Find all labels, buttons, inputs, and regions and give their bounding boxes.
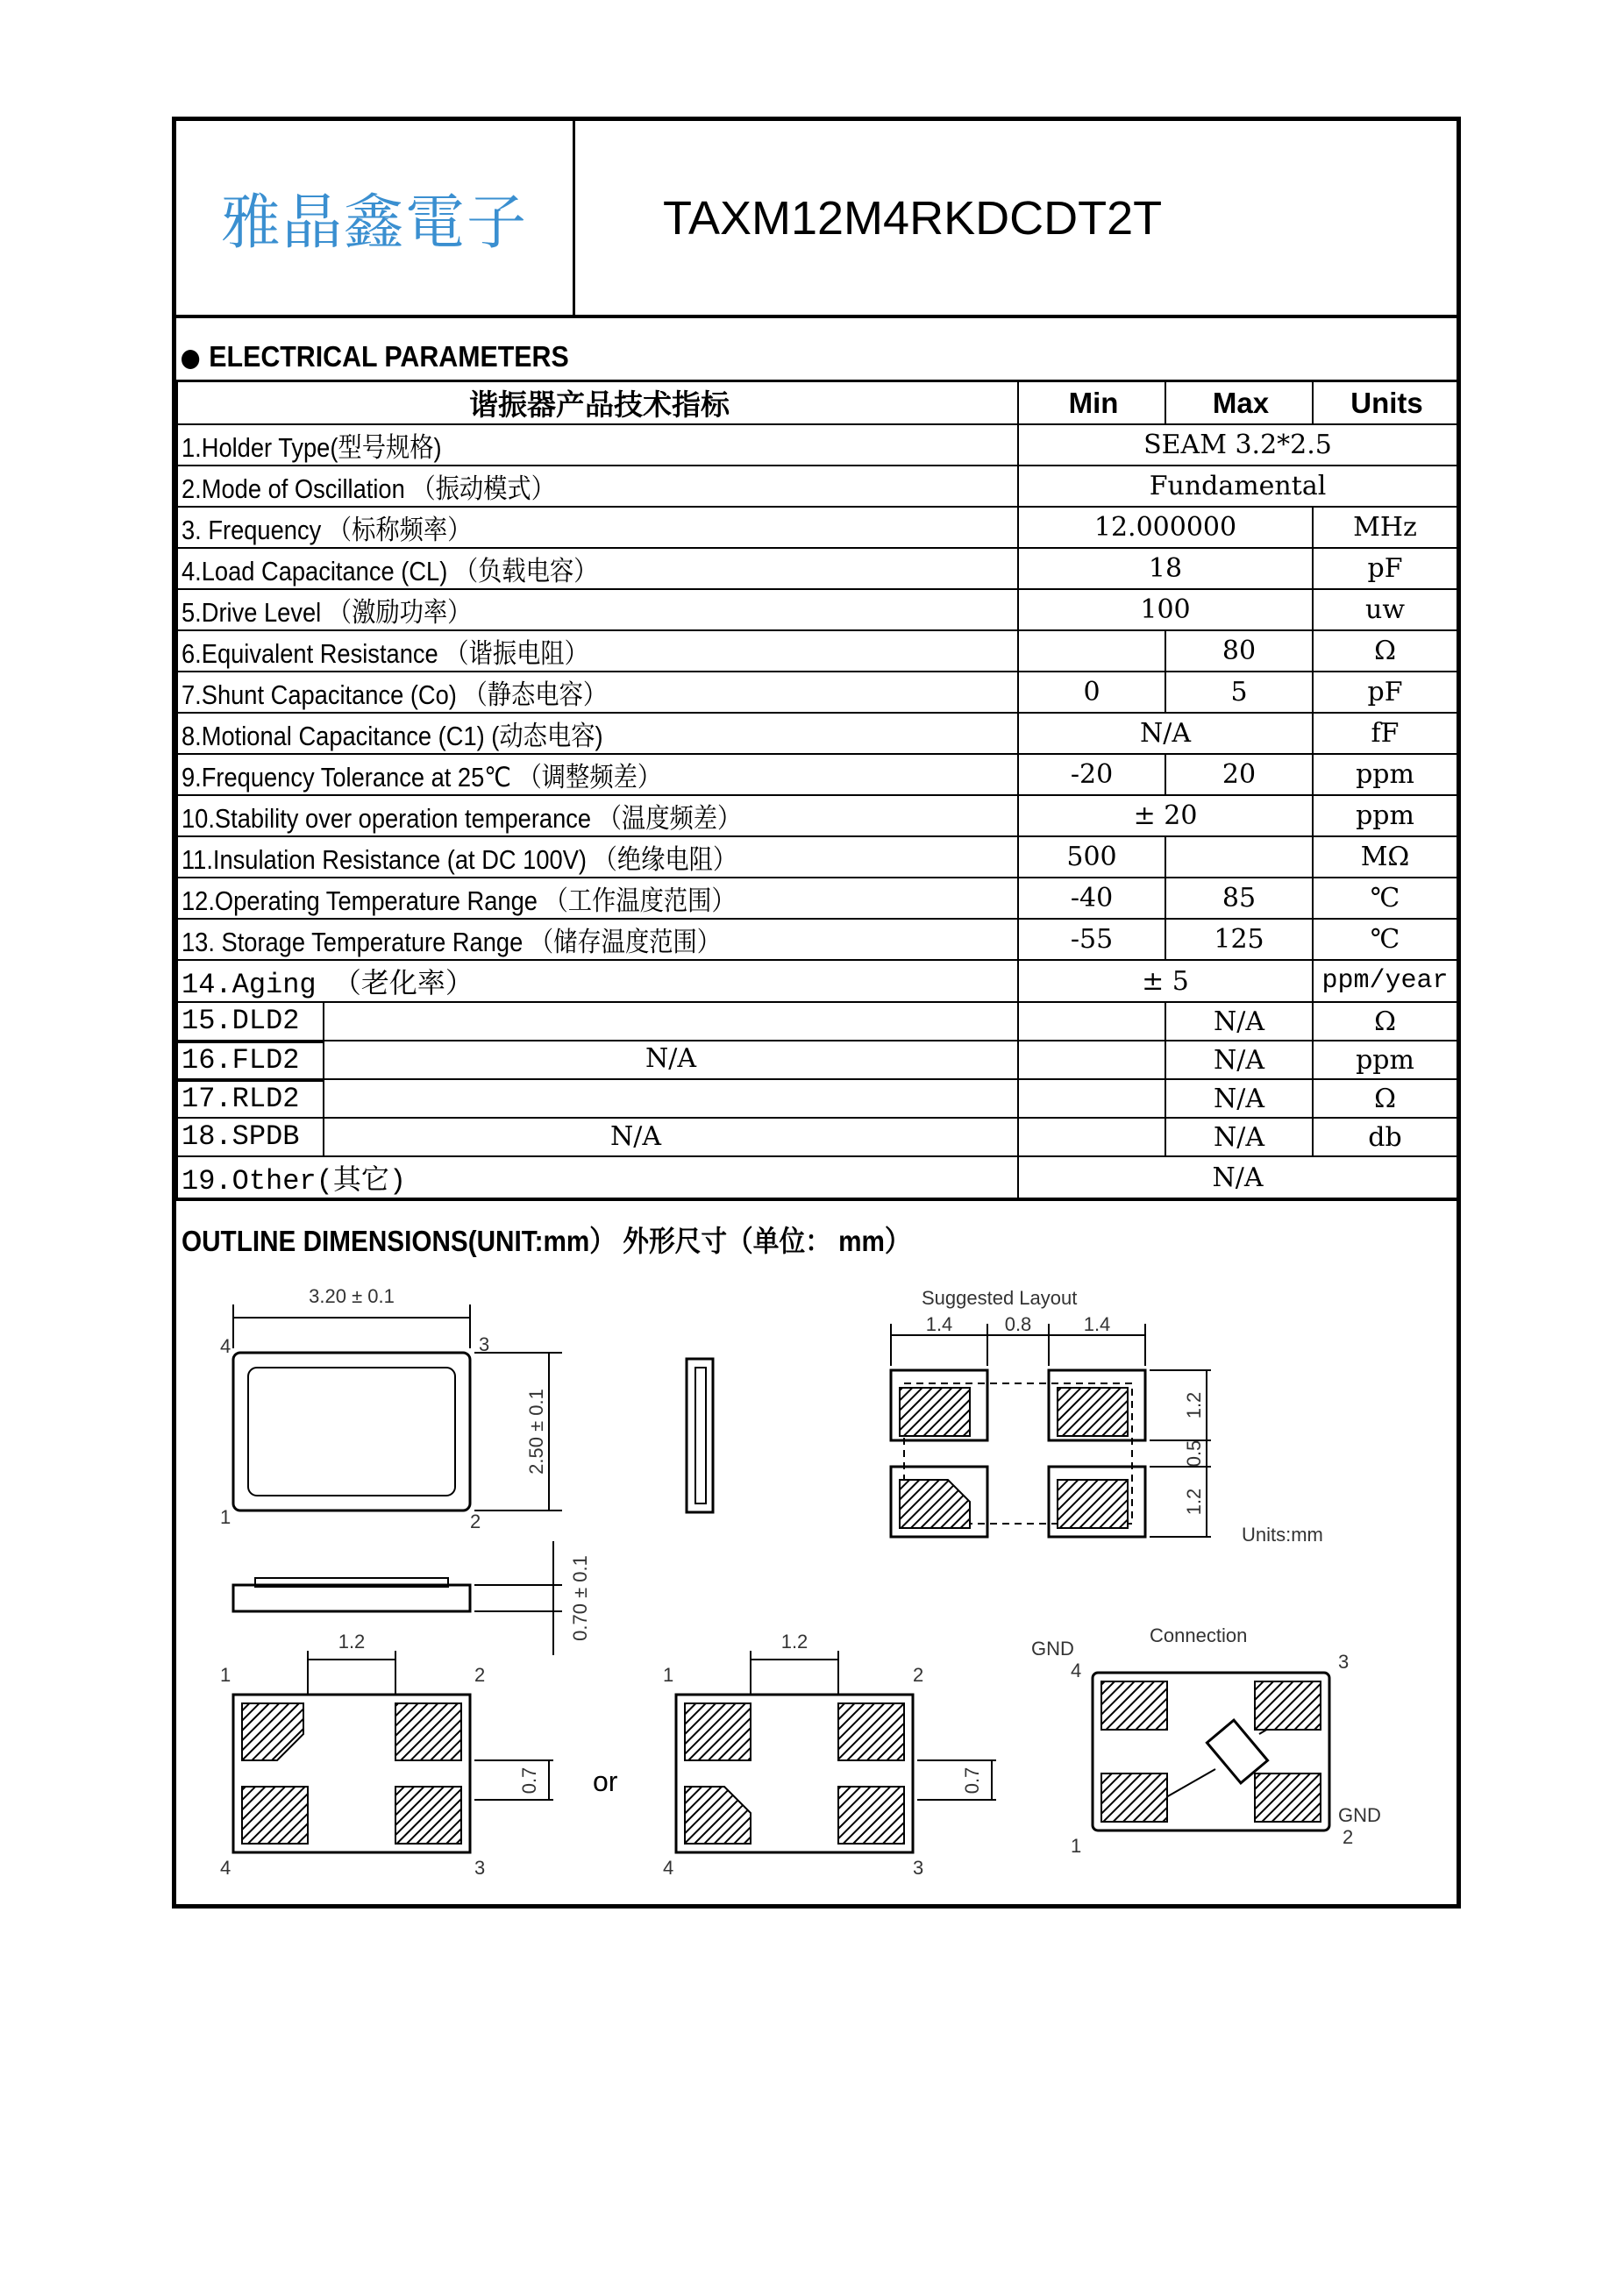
table-row: [177, 1118, 1457, 1156]
param-min: -20: [1018, 754, 1165, 795]
svg-text:1: 1: [220, 1506, 231, 1528]
param-units: pF: [1313, 672, 1457, 713]
svg-text:2: 2: [474, 1664, 486, 1686]
param-label: 15.DLD2: [178, 1003, 324, 1040]
param-label: 13. Storage Temperature Range （储存温度范围）: [182, 927, 722, 957]
param-units: pF: [1313, 548, 1457, 589]
svg-text:3: 3: [1338, 1651, 1350, 1673]
table-row: [177, 548, 1457, 589]
param-label: 19.Other(其它): [177, 1156, 1018, 1199]
param-units: Ω: [1313, 1002, 1457, 1041]
param-max: 125: [1165, 919, 1313, 960]
param-min: -55: [1018, 919, 1165, 960]
param-units: ppm: [1313, 1041, 1457, 1079]
table-row: [177, 630, 1457, 672]
top-height-label: 2.50 ± 0.1: [525, 1389, 547, 1475]
param-label: 16.FLD2: [178, 1041, 324, 1078]
svg-text:1.2: 1.2: [1183, 1488, 1205, 1516]
param-units: db: [1313, 1118, 1457, 1156]
param-value: 12.000000: [1018, 507, 1313, 548]
param-units: uw: [1313, 589, 1457, 630]
param-label: 2.Mode of Oscillation （振动模式）: [182, 473, 556, 504]
svg-text:1.2: 1.2: [1183, 1391, 1205, 1419]
param-min: [1018, 1002, 1165, 1041]
param-label: 1.Holder Type(型号规格): [182, 432, 442, 463]
param-units: MΩ: [1313, 836, 1457, 878]
table-row: [177, 1079, 1457, 1118]
param-min: [1018, 630, 1165, 672]
param-label: 11.Insulation Resistance (at DC 100V) （绝缘电阻）: [182, 844, 737, 875]
svg-text:GND: GND: [1338, 1804, 1381, 1826]
svg-text:1: 1: [1071, 1835, 1082, 1857]
svg-text:1: 1: [663, 1664, 674, 1686]
param-units: ℃: [1313, 919, 1457, 960]
svg-text:4: 4: [1071, 1660, 1082, 1681]
col-max: Max: [1165, 381, 1313, 425]
param-units: MHz: [1313, 507, 1457, 548]
top-width-label: 3.20 ± 0.1: [309, 1285, 395, 1307]
svg-text:1.4: 1.4: [1083, 1313, 1111, 1335]
param-max: N/A: [1165, 1041, 1313, 1079]
side-view-package: [233, 1359, 713, 1655]
param-units: Ω: [1313, 1079, 1457, 1118]
table-row: [177, 1156, 1457, 1199]
table-row: [177, 672, 1457, 713]
param-units: fF: [1313, 713, 1457, 754]
param-label: 7.Shunt Capacitance (Co) （静态电容）: [182, 679, 608, 710]
svg-text:1.2: 1.2: [338, 1631, 366, 1653]
param-label: 8.Motional Capacitance (C1) (动态电容): [182, 721, 603, 751]
col-param: 谐振器产品技术指标: [177, 381, 1018, 425]
param-min: [1018, 1041, 1165, 1079]
svg-text:3: 3: [479, 1333, 490, 1355]
spec-sheet-frame: [172, 117, 1461, 1909]
electrical-parameters-table: [176, 380, 1458, 1201]
param-label: 17.RLD2: [178, 1080, 324, 1117]
param-max: N/A: [1165, 1002, 1313, 1041]
param-label: 18.SPDB: [178, 1119, 324, 1155]
param-max: N/A: [1165, 1079, 1313, 1118]
or-label: or: [593, 1766, 618, 1797]
param-value: Fundamental: [1018, 466, 1457, 507]
param-value: 100: [1018, 589, 1313, 630]
param-min: [1018, 1079, 1165, 1118]
pads: [242, 1388, 1321, 1844]
param-value: SEAM 3.2*2.5: [1018, 424, 1457, 466]
table-row: [177, 713, 1457, 754]
outline-drawings: [176, 1269, 1457, 1909]
svg-text:0.8: 0.8: [1004, 1313, 1032, 1335]
param-value: N/A: [1018, 713, 1313, 754]
header: [176, 121, 1457, 318]
outline-section-title: OUTLINE DIMENSIONS(UNIT:mm） 外形尺寸（单位： mm）: [182, 1225, 911, 1257]
param-max: 5: [1165, 672, 1313, 713]
svg-text:GND: GND: [1031, 1638, 1074, 1660]
spdb-mid-value: N/A: [609, 1121, 662, 1152]
param-value: ± 5: [1018, 960, 1313, 1002]
table-row: [177, 795, 1457, 836]
svg-text:2: 2: [913, 1664, 924, 1686]
param-label: 4.Load Capacitance (CL) （负载电容）: [182, 556, 598, 586]
table-row: [177, 878, 1457, 919]
table-row: [177, 960, 1457, 1002]
electrical-section-title: ELECTRICAL PARAMETERS: [182, 340, 569, 373]
part-number: TAXM12M4RKDCDT2T: [663, 191, 1163, 245]
param-units: ppm: [1313, 754, 1457, 795]
param-max: N/A: [1165, 1118, 1313, 1156]
svg-text:4: 4: [220, 1857, 231, 1879]
param-value: ± 20: [1018, 795, 1313, 836]
svg-text:2: 2: [470, 1511, 481, 1532]
col-units: Units: [1313, 381, 1457, 425]
table-row: [177, 919, 1457, 960]
table-row: [177, 836, 1457, 878]
svg-text:1: 1: [220, 1664, 231, 1686]
param-max: 85: [1165, 878, 1313, 919]
param-units: ppm: [1313, 795, 1457, 836]
param-label: 5.Drive Level （激励功率）: [182, 597, 472, 628]
param-units: ppm/year: [1313, 960, 1457, 1002]
table-row: [177, 1002, 1457, 1041]
svg-text:3: 3: [474, 1857, 486, 1879]
param-value: 18: [1018, 548, 1313, 589]
param-label: 6.Equivalent Resistance （谐振电阻）: [182, 638, 588, 669]
connection-label: Connection: [1150, 1624, 1248, 1646]
table-row: [177, 507, 1457, 548]
param-units: Ω: [1313, 630, 1457, 672]
svg-text:4: 4: [220, 1335, 231, 1357]
table-header-row: [177, 381, 1457, 425]
param-min: 500: [1018, 836, 1165, 878]
table-row: [177, 466, 1457, 507]
table-row: [177, 754, 1457, 795]
param-min: 0: [1018, 672, 1165, 713]
svg-text:4: 4: [663, 1857, 674, 1879]
param-label: 10.Stability over operation temperance （温度频差）: [182, 803, 742, 834]
thickness-label: 0.70 ± 0.1: [569, 1555, 591, 1641]
bullet-icon: [182, 350, 199, 369]
top-view-package: [233, 1304, 562, 1511]
suggested-layout-label: Suggested Layout: [922, 1287, 1078, 1309]
param-max: 80: [1165, 630, 1313, 672]
dl-merged-value: N/A: [645, 1043, 697, 1074]
table-row: [177, 589, 1457, 630]
param-max: [1165, 836, 1313, 878]
svg-text:3: 3: [913, 1857, 924, 1879]
param-max: 20: [1165, 754, 1313, 795]
svg-text:0.7: 0.7: [961, 1766, 983, 1795]
svg-text:0.5: 0.5: [1183, 1439, 1205, 1468]
table-row: [177, 424, 1457, 466]
param-label: 3. Frequency （标称频率）: [182, 515, 472, 545]
param-label: 14.Aging （老化率）: [177, 960, 1018, 1002]
svg-text:2: 2: [1343, 1826, 1354, 1848]
svg-text:1.2: 1.2: [780, 1631, 808, 1653]
param-min: -40: [1018, 878, 1165, 919]
table-row: [177, 1041, 1457, 1079]
param-label: 9.Frequency Tolerance at 25℃ （调整频差）: [182, 762, 662, 793]
param-units: ℃: [1313, 878, 1457, 919]
svg-text:0.7: 0.7: [518, 1766, 540, 1795]
company-logo: 雅晶鑫電子: [176, 121, 575, 315]
col-min: Min: [1018, 381, 1165, 425]
units-label: Units:mm: [1242, 1524, 1323, 1546]
param-min: [1018, 1118, 1165, 1156]
param-value: N/A: [1018, 1156, 1457, 1199]
svg-text:1.4: 1.4: [925, 1313, 953, 1335]
param-label: 12.Operating Temperature Range （工作温度范围）: [182, 885, 736, 916]
